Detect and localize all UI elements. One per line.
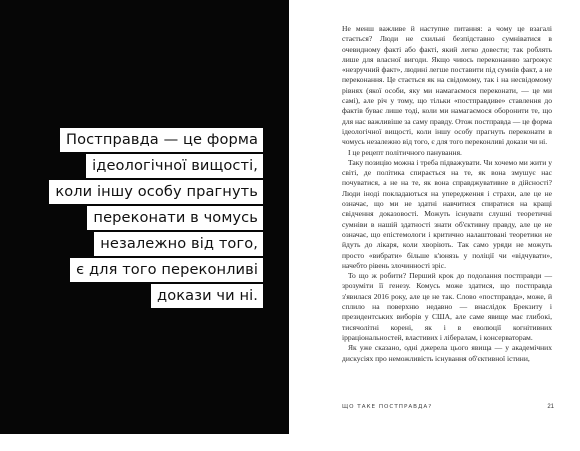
pull-quote-line: незалежно від того, [94,232,263,256]
paragraph: Не менш важливе й наступне питання: а чому це взагалі стається? Люди не схильні безпідставно сумніватися в очевидному факті або факті, який легко довести; так роблять лише для власної вигоди. Якщо чиюсь переконанню загрожує «незручний факт», людині легше поставити під сумнів факт, а не переконання. Це стається як на свідомому, так і на несвідомому рівнях (якої особи, яку ми намагаємося переконати, — це ми самі), але річ у тому, що тільки «постправдиве» ставлення до фактів буває лише тоді, коли ми намагаємося оборонити те, що для нас важливіше за саму правду. Отож постправда — це форма ідеологічної вищості, коли іншу особу прагнуть переконати в чомусь незалежно від того, є для того переконливі докази чи ні. [342,24,552,147]
pull-quote-line: переконати в чомусь [87,206,263,230]
page-bottom-margin [0,434,580,451]
pull-quote [0,128,263,310]
pull-quote-line: ідеологічної вищості, [86,154,263,178]
paragraph: То що ж робити? Перший крок до подолання постправди — зрозуміти її генезу. Комусь може здатися, що постправда з'явилася 2016 року, але це не так. Слово «постправда», може, й сплило на поверхню недавно — внаслідок Брекзиту і президентських виборів у США, але саме явище має глибокі, тисячолітні корені, як і в еволюції когнітивних ірраціональностей, властивих і лібералам, і консерваторам. [342,271,552,342]
paragraph: І це рецепт політичного панування. [348,147,462,157]
body-text [342,24,552,364]
page-footer [342,404,554,410]
paragraph: Як уже сказано, одні джерела цього явища — у академічних дискусіях про неможливість існування об'єктивної істини, [342,343,552,363]
pull-quote-line: докази чи ні. [151,284,263,308]
running-head: ЩО ТАКЕ ПОСТПРАВДА? [342,404,433,410]
pull-quote-line: Постправда — це форма [60,128,263,152]
page-number: 21 [547,404,554,410]
left-page [0,0,289,434]
right-page [289,0,580,434]
pull-quote-line: коли іншу особу прагнуть [49,180,263,204]
pull-quote-line: є для того переконливі [70,258,263,282]
paragraph: Таку позицію можна і треба підважувати. Чи хочемо ми жити у світі, де політика спирається на те, як вона змушує нас почуватися, а не на те, як вона справджувативне в дійсності? Люди іноді покладаються на упередження і страхи, але це не означає, що ми не здатні навчитися спиратися на кращі свідчення доказовості. Можуть існувати слушні теоретичні сумніви в нашій здатності знати об'єктивну правду, але це не означає, що епістемологи і критично налаштовані теоретики не йдуть до лікаря, коли хворіють. Так само уряди не можуть просто «вибрати» більше к'юнязь у поліції чи «відчувати», начебто рівень злочинності зріс. [342,157,552,270]
